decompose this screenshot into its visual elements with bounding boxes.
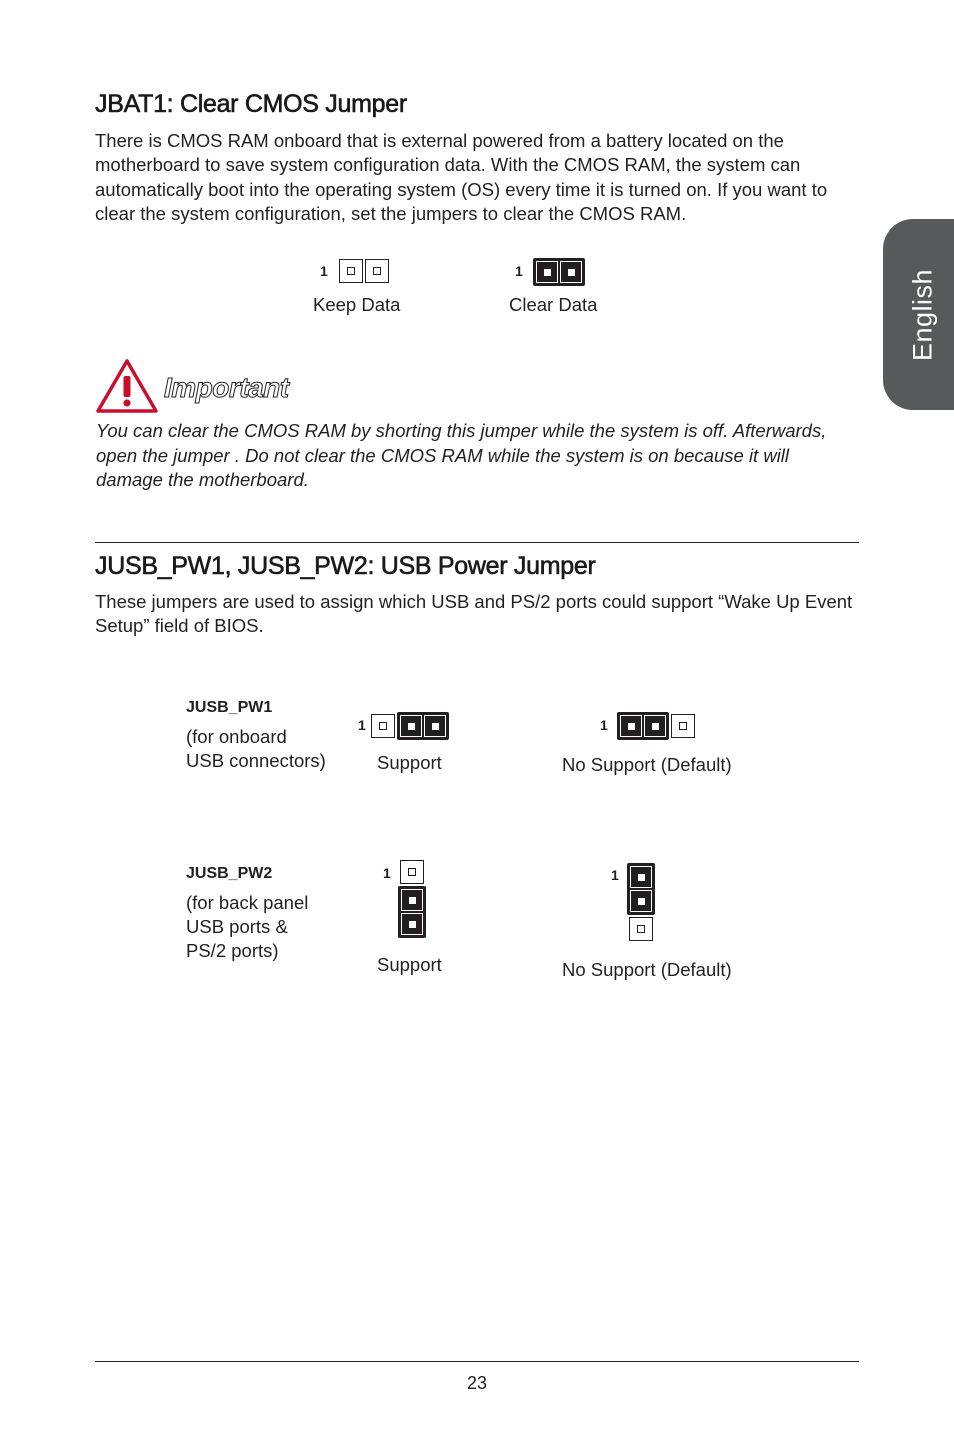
clear-data-jumper <box>533 258 585 286</box>
pw2-support-pin1-label: 1 <box>383 865 391 881</box>
pw1-support-caption: Support <box>377 752 442 773</box>
jumper-pin <box>339 259 363 283</box>
jusb-pw1-name: JUSB_PW1 <box>186 699 273 716</box>
warning-icon <box>95 358 159 414</box>
jumper-pin <box>629 917 653 941</box>
jumper-cap <box>398 886 426 938</box>
important-title: Important <box>164 372 289 403</box>
keep-data-jumper <box>339 259 389 283</box>
jumper-pin <box>365 259 389 283</box>
page-number: 23 <box>466 1373 488 1393</box>
footer-divider <box>95 1361 859 1362</box>
jusb-pw2-name: JUSB_PW2 <box>186 865 273 882</box>
jumper-cap <box>627 863 655 915</box>
pw2-nosupport-jumper <box>627 863 655 941</box>
important-text: You can clear the CMOS RAM by shorting this jumper while the system is off. Afterwards, open the jumper . Do not clear the CMOS RAM while the system is on because it will damage the motherboard. <box>96 420 827 490</box>
pw1-support-pin1-label: 1 <box>358 717 366 733</box>
language-tab[interactable] <box>883 219 954 410</box>
keep-data-pin1-label: 1 <box>320 263 328 279</box>
pw1-nosupport-caption: No Support (Default) <box>562 754 732 775</box>
jusb-pw2-desc-line1: (for back panel <box>186 892 309 913</box>
jumper-cap <box>533 258 585 286</box>
usb-section-title: JUSB_PW1, JUSB_PW2: USB Power Jumper <box>95 552 596 580</box>
pw2-nosupport-pin1-label: 1 <box>611 867 619 883</box>
clear-data-caption: Clear Data <box>509 294 598 315</box>
jumper-pin <box>671 714 695 738</box>
jumper-pin <box>371 714 395 738</box>
pw1-nosupport-jumper <box>617 712 695 740</box>
pw2-nosupport-caption: No Support (Default) <box>562 959 732 980</box>
jumper-cap <box>617 712 669 740</box>
jbat-description: There is CMOS RAM onboard that is external powered from a battery located on the motherboard to save system configuration data. With the CMOS RAM, the system can automatically boot into the operating system (OS) every time it is turned on. If you want to clear the system configuration, set the jumpers to clear the CMOS RAM. <box>95 130 828 224</box>
jusb-pw2-desc-line2: USB ports & <box>186 916 288 937</box>
clear-data-pin1-label: 1 <box>515 263 523 279</box>
jumper-cap <box>397 712 449 740</box>
pw1-nosupport-pin1-label: 1 <box>600 717 608 733</box>
jusb-pw2-desc-line3: PS/2 ports) <box>186 940 279 961</box>
pw2-support-caption: Support <box>377 954 442 975</box>
pw2-support-jumper <box>398 860 426 938</box>
jusb-pw1-desc-line2: USB connectors) <box>186 750 326 771</box>
language-tab-label: English <box>907 268 938 361</box>
keep-data-caption: Keep Data <box>313 294 401 315</box>
pw1-support-jumper <box>371 712 449 740</box>
jbat-section-title: JBAT1: Clear CMOS Jumper <box>95 90 407 118</box>
jusb-pw1-desc-line1: (for onboard <box>186 726 287 747</box>
usb-description: These jumpers are used to assign which USB and PS/2 ports could support “Wake Up Event Setup” field of BIOS. <box>95 591 853 637</box>
jumper-pin <box>400 860 424 884</box>
section-divider <box>95 542 859 543</box>
